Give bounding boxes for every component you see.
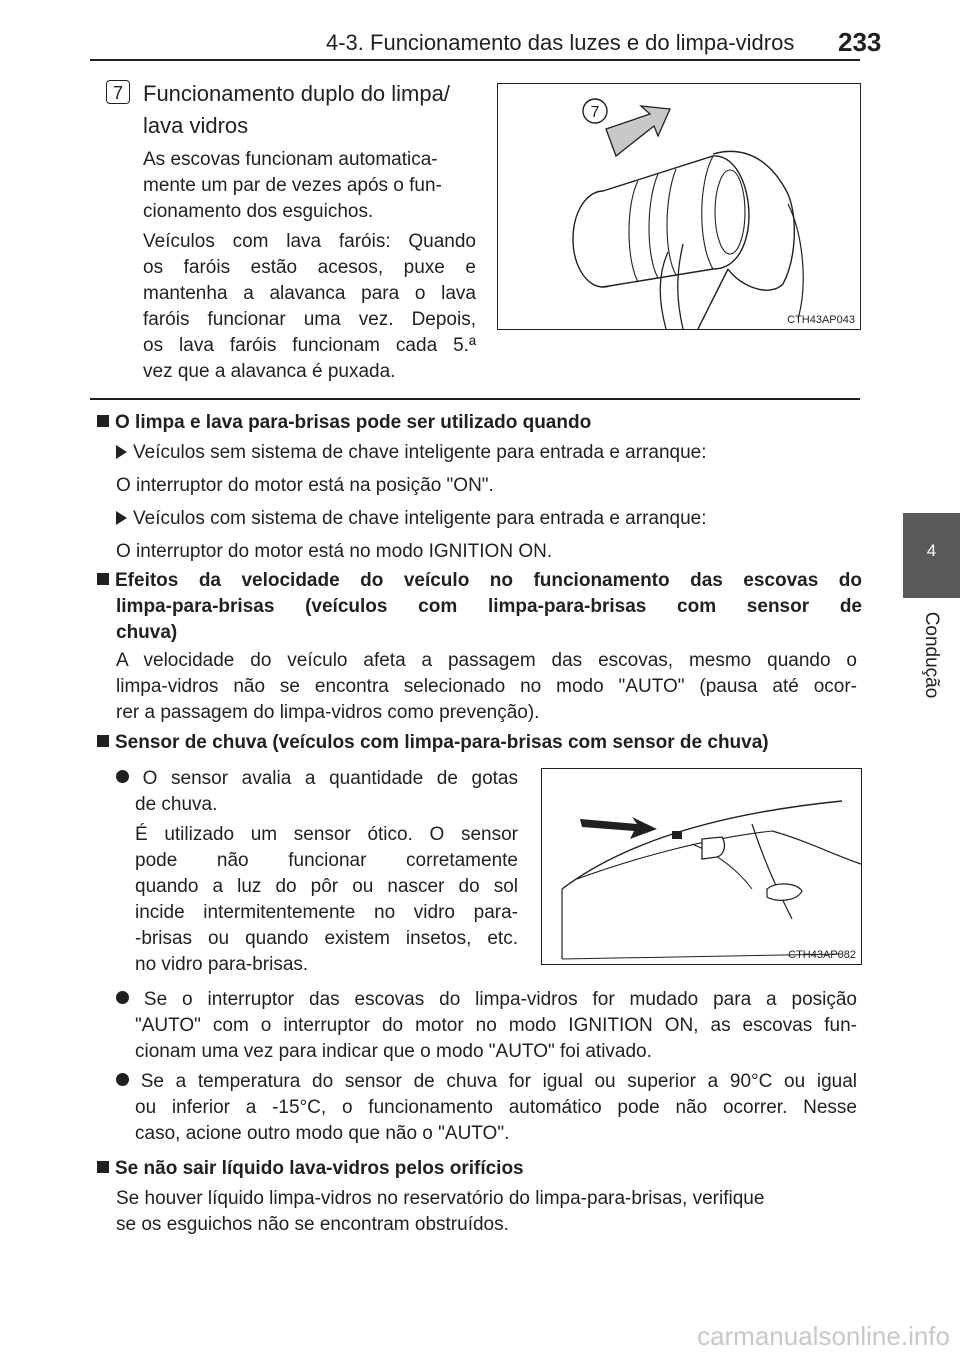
text-line: se os esguichos não se encontram obstruídos. — [116, 1214, 509, 1235]
chapter-number: 4 — [926, 541, 937, 560]
wiper-lever-illustration — [498, 84, 860, 329]
text-line: de chuva. — [135, 794, 218, 815]
watermark: carmanualsonline.info — [697, 1321, 950, 1351]
text-line: mente um par de vezes após o fun- — [143, 175, 442, 196]
text-line: Se houver líquido limpa-vidros no reservatório do limpa-para-brisas, verifique — [116, 1188, 765, 1209]
chapter-name: Condução — [921, 611, 942, 699]
item-7-title — [143, 78, 450, 142]
text-line: mantenha a alavanca para o lava — [143, 283, 476, 304]
section-divider — [90, 398, 860, 400]
condition-text: Veículos com sistema de chave inteligente para entrada e arranque: — [133, 508, 707, 529]
item-7-para-1 — [143, 147, 478, 225]
triangle-bullet-icon — [116, 511, 127, 525]
text-line: Se a temperatura do sensor de chuva for igual ou superior a 90°C ou igual — [140, 1071, 857, 1092]
square-bullet-icon — [97, 573, 109, 585]
round-bullet-icon — [116, 770, 129, 783]
text-line: os lava faróis funcionam cada 5.ª — [143, 335, 476, 356]
page-number: 233 — [838, 27, 882, 57]
header-rule — [90, 59, 860, 61]
section-heading — [97, 568, 862, 646]
heading-text: Sensor de chuva (veículos com limpa-para-brisas com sensor de chuva) — [115, 732, 769, 753]
text-line: "AUTO" com o interruptor do motor no modo IGNITION ON, as escovas fun- — [135, 1015, 857, 1036]
text-line: cionam uma vez para indicar que o modo "AUTO" foi ativado. — [135, 1041, 652, 1062]
item-7-title-line: lava vidros — [143, 113, 249, 138]
text-line: É utilizado um sensor ótico. O sensor — [135, 824, 518, 845]
text-line: pode não funcionar corretamente — [135, 850, 518, 871]
figure-callout-7: 7 — [590, 104, 600, 121]
square-bullet-icon — [97, 1161, 109, 1173]
condition-2-detail: O interruptor do motor está no modo IGNITION ON. — [116, 541, 553, 562]
text-line: quando a luz do pôr ou nascer do sol — [135, 876, 518, 897]
text-line: vez que a alavanca é puxada. — [143, 361, 396, 382]
rain-bullet-3 — [116, 1069, 857, 1147]
section-heading — [97, 410, 862, 436]
round-bullet-icon — [116, 991, 129, 1004]
figure-id: CTH43AP043 — [787, 314, 855, 326]
rain-bullet-2 — [116, 987, 857, 1065]
chapter-tab — [903, 513, 960, 598]
rain-bullet-1 — [116, 766, 518, 818]
text-line: O sensor avalia a quantidade de gotas — [142, 768, 518, 789]
section-heading — [97, 1156, 862, 1182]
section-2-body — [116, 648, 857, 726]
text-line: rer a passagem do limpa-vidros como prevenção). — [116, 702, 540, 723]
condition-1 — [116, 440, 707, 466]
heading-text: Efeitos da velocidade do veículo no funcionamento das escovas do — [115, 570, 862, 591]
text-line: incide intermitentemente no vidro para- — [135, 902, 518, 923]
item-7-marker: 7 — [106, 80, 130, 104]
triangle-bullet-icon — [116, 445, 127, 459]
section-heading — [97, 730, 862, 756]
square-bullet-icon — [97, 415, 109, 427]
text-line: no vidro para-brisas. — [135, 954, 309, 975]
heading-text: chuva) — [116, 622, 178, 643]
item-7-title-line: Funcionamento duplo do limpa/ — [143, 81, 450, 106]
rain-sensor-figure — [541, 768, 862, 965]
text-line: limpa-vidros não se encontra selecionado no modo "AUTO" (pausa até ocor- — [116, 676, 857, 697]
wiper-lever-figure — [497, 83, 861, 330]
condition-text: Veículos sem sistema de chave inteligente para entrada e arranque: — [133, 442, 707, 463]
item-7-para-2 — [143, 229, 476, 385]
text-line: A velocidade do veículo afeta a passagem das escovas, mesmo quando o — [116, 650, 857, 671]
text-line: faróis funcionar uma vez. Depois, — [143, 309, 476, 330]
round-bullet-icon — [116, 1073, 129, 1086]
figure-id: CTH43AP082 — [788, 949, 856, 961]
condition-2 — [116, 506, 707, 532]
square-bullet-icon — [97, 735, 109, 747]
text-line: Veículos com lava faróis: Quando — [143, 231, 476, 252]
windshield-illustration — [542, 769, 861, 964]
section-4-body — [116, 1186, 857, 1238]
rain-bullet-1-cont — [135, 822, 518, 978]
heading-text: Se não sair líquido lava-vidros pelos orifícios — [115, 1158, 524, 1179]
text-line: Se o interruptor das escovas do limpa-vidros for mudado para a posição — [143, 989, 857, 1010]
text-line: cionamento dos esguichos. — [143, 201, 374, 222]
text-line: ou inferior a -15°C, o funcionamento automático pode não ocorrer. Nesse — [135, 1097, 857, 1118]
heading-text: limpa-para-brisas (veículos com limpa-para-brisas com sensor de — [116, 596, 862, 617]
condition-1-detail: O interruptor do motor está na posição "ON". — [116, 475, 494, 496]
heading-text: O limpa e lava para-brisas pode ser utilizado quando — [115, 412, 592, 433]
section-title: 4-3. Funcionamento das luzes e do limpa-vidros — [326, 30, 795, 55]
text-line: -brisas ou quando existem insetos, etc. — [135, 928, 518, 949]
text-line: As escovas funcionam automatica- — [143, 149, 438, 170]
text-line: caso, acione outro modo que não o "AUTO". — [135, 1123, 510, 1144]
text-line: os faróis estão acesos, puxe e — [143, 257, 476, 278]
